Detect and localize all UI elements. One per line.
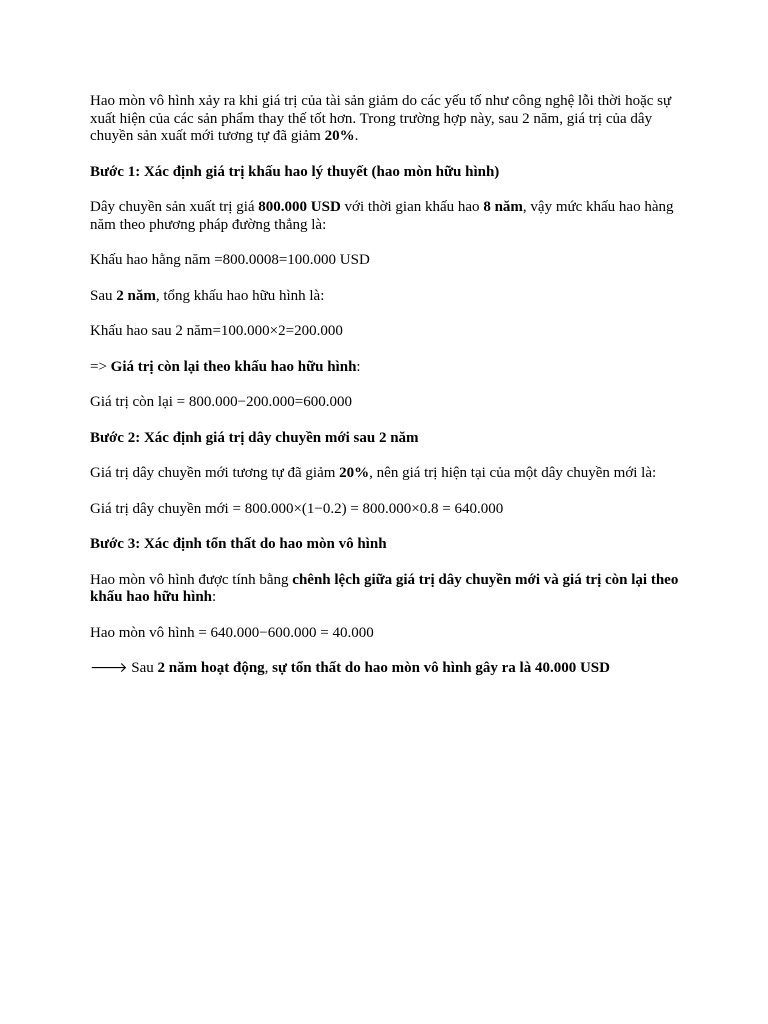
step1-years: 8 năm [483, 199, 523, 215]
step3-text-a: Hao mòn vô hình được tính bằng [90, 571, 293, 588]
step2-percent: 20% [339, 465, 370, 481]
conclusion-result: sự tổn thất do hao mòn vô hình gây ra là 40.000 USD [272, 660, 610, 676]
document-body [90, 93, 682, 696]
implies-arrow: => [90, 358, 111, 375]
conclusion-text-a: Sau [127, 660, 158, 676]
intro-text: Hao mòn vô hình xảy ra khi giá trị của tài sản giảm do các yếu tố như công nghệ lỗi thời hoặc sự xuất hiện của các sản phẩm thay thế tốt hơn. Trong trường hợp này, sau 2 năm, giá trị của dây chuyền sản xuất mới tương tự đã giảm [90, 93, 672, 144]
right-arrow-icon: 🡒 [90, 660, 128, 676]
step1-text-a: Dây chuyền sản xuất trị giá [90, 199, 259, 215]
intro-percent: 20% [324, 128, 355, 144]
step2-paragraph [90, 465, 682, 483]
intro-period: . [354, 128, 359, 144]
remaining-value-label-text: Giá trị còn lại theo khấu hao hữu hình [110, 358, 357, 375]
step1-text-c: với thời gian khấu hao [340, 199, 484, 215]
new-line-value-formula: Giá trị dây chuyền mới = 800.000×(1−0.2) = 800.000×0.8 = 640.000 [90, 500, 504, 517]
after-text-a: Sau [90, 287, 117, 304]
after-years: 2 năm [116, 287, 156, 304]
remaining-value-formula: Giá trị còn lại = 800.000−200.000=600.000 [90, 394, 353, 410]
conclusion-period: 2 năm hoạt động [157, 660, 265, 676]
intangible-wear-formula: Hao mòn vô hình = 640.000−600.000 = 40.000 [90, 624, 374, 641]
step1-text-e: , vậy mức khấu hao hàng năm theo phương pháp đường thẳng là: [90, 199, 674, 233]
conclusion-paragraph [90, 660, 682, 678]
after-text-c: , tổng khấu hao hữu hình là: [155, 287, 325, 304]
remaining-value-colon: : [356, 358, 361, 375]
remaining-value-label [90, 359, 682, 377]
annual-depreciation-formula: Khấu hao hằng năm =800.0008=100.000 USD [90, 252, 370, 268]
step1-value: 800.000 USD [258, 199, 341, 215]
step2-heading [90, 430, 682, 448]
step2-text-a: Giá trị dây chuyền mới tương tự đã giảm [90, 465, 340, 481]
two-year-depreciation-formula: Khấu hao sau 2 năm=100.000×2=200.000 [90, 323, 343, 339]
step3-heading-text: Bước 3: Xác định tổn thất do hao mòn vô hình [90, 536, 387, 552]
step2-text-c: , nên giá trị hiện tại của một dây chuyền mới là: [369, 465, 657, 481]
step3-bold-text: chênh lệch giữa giá trị dây chuyền mới và giá trị còn lại theo khấu hao hữu hình [90, 571, 679, 605]
step3-heading [90, 536, 682, 554]
step2-heading-text: Bước 2: Xác định giá trị dây chuyền mới sau 2 năm [90, 429, 419, 446]
step3-paragraph [90, 572, 682, 607]
intro-paragraph [90, 93, 682, 146]
after-two-years-paragraph [90, 288, 682, 306]
step1-heading-text: Bước 1: Xác định giá trị khấu hao lý thuyết (hao mòn hữu hình) [90, 163, 500, 180]
step3-colon: : [212, 589, 217, 605]
step1-heading [90, 164, 682, 182]
step1-paragraph [90, 199, 682, 234]
conclusion-comma: , [264, 660, 273, 676]
